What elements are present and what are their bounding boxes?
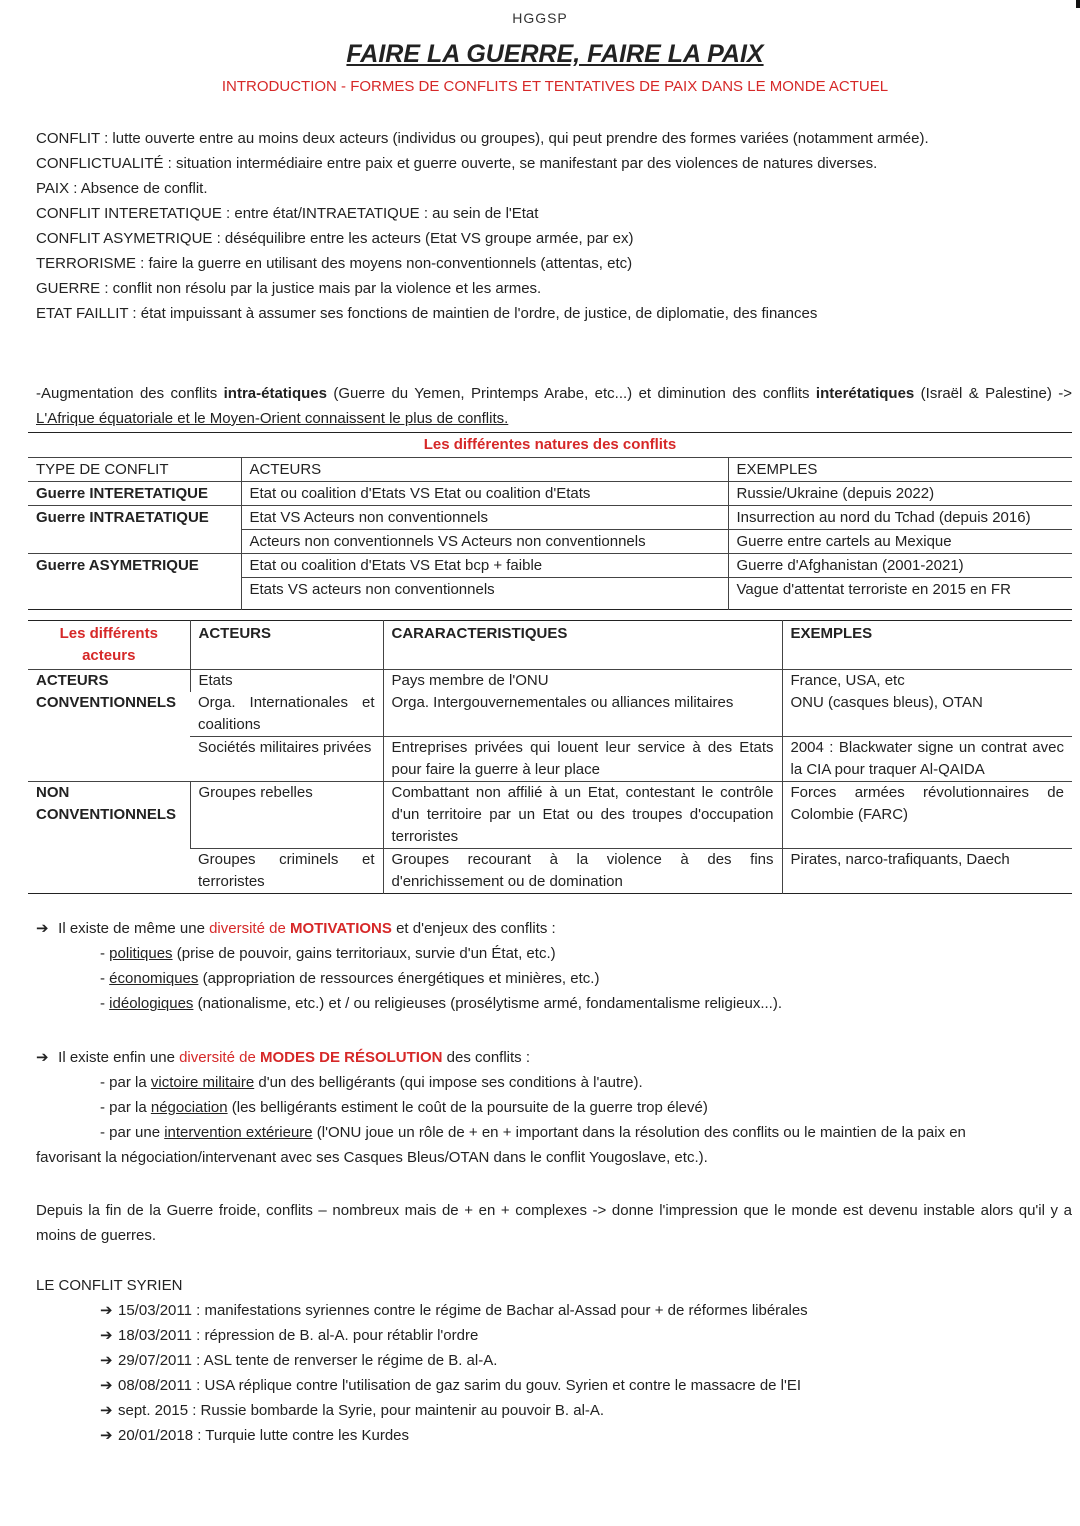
list-item-keyword: idéologiques — [109, 995, 194, 1012]
timeline-event — [36, 1298, 1076, 1323]
header-cell: ACTEURS — [241, 458, 728, 482]
table-cell: Etat VS Acteurs non conventionnels — [241, 506, 728, 530]
table-cell: Etats VS acteurs non conventionnels — [241, 578, 728, 602]
intro-text: -Augmentation des conflits — [36, 385, 224, 402]
table-cell: Groupes criminels et terroristes — [190, 849, 383, 894]
table-cell: Acteurs non conventionnels VS Acteurs non conventionnels — [241, 530, 728, 554]
intro-text: (Israël & Palestine) -> — [914, 385, 1072, 402]
table-cell: Orga. Internationales et coalitions — [198, 694, 375, 733]
table-row — [28, 506, 1072, 530]
table-header-row — [28, 458, 1072, 482]
list-item-text: (les belligérants estiment le coût de la poursuite de la guerre trop élevé) — [227, 1099, 708, 1116]
timeline-event — [36, 1398, 1076, 1423]
section-text: Il existe de même une — [54, 920, 210, 937]
list-item-text: (nationalisme, etc.) et / ou religieuses (prosélytisme armé, fondamentalisme religieux...). — [193, 995, 782, 1012]
actors-table — [28, 620, 1072, 894]
timeline-event — [36, 1373, 1076, 1398]
table-row — [28, 578, 1072, 602]
table-cell: Groupes recourant à la violence à des fins d'enrichissement ou de domination — [383, 849, 782, 894]
list-item-prefix: - par la — [100, 1099, 151, 1116]
timeline-event — [36, 1348, 1076, 1373]
table-cell: Groupes rebelles — [190, 782, 383, 849]
table-row — [28, 530, 1072, 554]
table-cell: Guerre ASYMETRIQUE — [28, 554, 241, 578]
definition: CONFLIT ASYMETRIQUE : déséquilibre entre les acteurs (Etat VS groupe armée, par ex) — [36, 230, 634, 247]
event-text: 08/08/2011 : USA réplique contre l'utilisation de gaz sarim du gouv. Syrien et contre le massacre de l'EI — [118, 1377, 802, 1394]
subject-label: HGGSP — [512, 10, 568, 26]
table-cell: Guerre INTRAETATIQUE — [28, 506, 241, 530]
section-keyword: MODES DE RÉSOLUTION — [259, 1049, 443, 1066]
table-cell: Orga. Intergouvernementales ou alliances militaires — [383, 692, 782, 737]
arrow-icon: ➔ — [36, 920, 49, 937]
event-text: 18/03/2011 : répression de B. al-A. pour rétablir l'ordre — [118, 1327, 479, 1344]
intro-paragraph — [36, 381, 1072, 431]
syrian-conflict-section — [36, 1273, 1076, 1448]
table-row — [28, 554, 1072, 578]
table-cell: Guerre d'Afghanistan (2001-2021) — [728, 554, 1072, 578]
section-text: et d'enjeux des conflits : — [391, 920, 556, 937]
list-item: - économiques (appropriation de ressources énergétiques et minières, etc.) — [100, 970, 600, 987]
arrow-icon: ➔ — [100, 1352, 113, 1369]
event-text: sept. 2015 : Russie bombarde la Syrie, pour maintenir au pouvoir B. al-A. — [118, 1402, 605, 1419]
timeline-event — [36, 1323, 1076, 1348]
table-cell — [28, 530, 241, 554]
definition: CONFLICTUALITÉ : situation intermédiaire entre paix et guerre ouverte, se manifestant par des violences de natures diverses. — [36, 155, 878, 172]
event-text: 29/07/2011 : ASL tente de renverser le régime de B. al-A. — [118, 1352, 498, 1369]
group-label: ACTEURS CONVENTIONNELS — [28, 670, 190, 782]
intro-bold: intra-étatiques — [223, 385, 327, 402]
list-item-keyword: économiques — [109, 970, 199, 987]
header-cell: EXEMPLES — [782, 621, 1072, 670]
header-cell: Les différents acteurs — [59, 625, 158, 664]
table-cell: Etats — [190, 670, 383, 693]
page-subtitle: INTRODUCTION - FORMES DE CONFLITS ET TENTATIVES DE PAIX DANS LE MONDE ACTUEL — [221, 78, 889, 95]
definitions-list — [36, 126, 1066, 326]
table-cell: Combattant non affilié à un Etat, contestant le contrôle d'un territoire par un Etat ou des troupes d'occupation terroristes — [383, 782, 782, 849]
table-caption: Les différentes natures des conflits — [28, 432, 1072, 457]
table-cell: Etat ou coalition d'Etats VS Etat ou coalition d'Etats — [241, 482, 728, 506]
list-item-continuation: favorisant la négociation/intervenant avec ses Casques Bleus/OTAN dans le conflit Yougoslave, etc.). — [36, 1149, 708, 1166]
table-cell: Pirates, narco-trafiquants, Daech — [782, 849, 1072, 894]
definition: GUERRE : conflit non résolu par la justice mais par la violence et les armes. — [36, 280, 542, 297]
table-row — [28, 670, 1072, 693]
header-cell: ACTEURS — [190, 621, 383, 670]
intro-underlined: L'Afrique équatoriale et le Moyen-Orient connaissent le plus de conflits. — [36, 410, 509, 427]
definition: CONFLIT : lutte ouverte entre au moins deux acteurs (individus ou groupes), qui peut prendre des formes variées (notamment armée). — [36, 130, 929, 147]
table-cell — [28, 578, 241, 602]
conclusion-paragraph — [36, 1198, 1072, 1248]
list-item: - politiques (prise de pouvoir, gains territoriaux, survie d'un État, etc.) — [100, 945, 556, 962]
page-title: FAIRE LA GUERRE, FAIRE LA PAIX — [346, 40, 764, 68]
table-cell: France, USA, etc — [782, 670, 1072, 693]
table-cell: Sociétés militaires privées — [190, 737, 383, 782]
list-item-text: (prise de pouvoir, gains territoriaux, survie d'un État, etc.) — [172, 945, 556, 962]
list-item — [36, 1070, 1076, 1095]
list-item-keyword: politiques — [109, 945, 173, 962]
table-cell: Vague d'attentat terroriste en 2015 en FR — [728, 578, 1072, 602]
intro-text: (Guerre du Yemen, Printemps Arabe, etc...) et diminution des conflits — [326, 385, 816, 402]
table-cell: Guerre INTERETATIQUE — [28, 482, 241, 506]
list-item-keyword: victoire militaire — [150, 1074, 255, 1091]
motivations-section — [36, 916, 1076, 1016]
group-label: NON CONVENTIONNELS — [28, 782, 190, 894]
table-spacer-row — [28, 601, 1072, 610]
header-cell: EXEMPLES — [728, 458, 1072, 482]
table-header-row — [28, 621, 1072, 670]
conflict-natures-table — [28, 432, 1072, 610]
conclusion-text: Depuis la fin de la Guerre froide, conflits – nombreux mais de + en + complexes -> donne l'impression que le monde est devenu instable alors qu'il y a moins de guerres. — [36, 1202, 1072, 1244]
arrow-icon: ➔ — [100, 1327, 113, 1344]
table-row — [28, 782, 1072, 849]
arrow-icon: ➔ — [100, 1427, 113, 1444]
definition: TERRORISME : faire la guerre en utilisant des moyens non-conventionnels (attentas, etc) — [36, 255, 633, 272]
intro-bold: interétatiques — [815, 385, 915, 402]
table-cell: Etat ou coalition d'Etats VS Etat bcp + faible — [241, 554, 728, 578]
table-row — [28, 482, 1072, 506]
arrow-icon: ➔ — [100, 1402, 113, 1419]
definition: CONFLIT INTERETATIQUE : entre état/INTRAETATIQUE : au sein de l'Etat — [36, 205, 539, 222]
table-cell: Insurrection au nord du Tchad (depuis 2016) — [728, 506, 1072, 530]
table-cell: 2004 : Blackwater signe un contrat avec la CIA pour traquer Al-QAIDA — [782, 737, 1072, 782]
list-item: - idéologiques (nationalisme, etc.) et / ou religieuses (prosélytisme armé, fondamentalisme religieux...). — [100, 995, 782, 1012]
list-item-keyword: négociation — [150, 1099, 228, 1116]
header-cell: TYPE DE CONFLIT — [28, 458, 241, 482]
scan-edge-mark — [1076, 0, 1080, 8]
list-item-prefix: - par une — [100, 1124, 165, 1141]
section-highlight: diversité de — [179, 1049, 260, 1066]
list-item — [36, 1095, 1076, 1120]
arrow-icon: ➔ — [100, 1377, 113, 1394]
section-text: Il existe enfin une — [54, 1049, 180, 1066]
section-text: des conflits : — [442, 1049, 531, 1066]
resolution-section — [36, 1045, 1076, 1170]
event-text: 20/01/2018 : Turquie lutte contre les Kurdes — [118, 1427, 410, 1444]
table-cell: Pays membre de l'ONU — [383, 670, 782, 693]
table-cell: Russie/Ukraine (depuis 2022) — [728, 482, 1072, 506]
list-item-text: (appropriation de ressources énergétiques et minières, etc.) — [198, 970, 600, 987]
header-cell: CARARACTERISTIQUES — [383, 621, 782, 670]
section-keyword: MOTIVATIONS — [289, 920, 392, 937]
list-item-text: d'un des belligérants (qui impose ses conditions à l'autre). — [254, 1074, 643, 1091]
table-cell: Forces armées révolutionnaires de Colombie (FARC) — [782, 782, 1072, 849]
table-cell: Entreprises privées qui louent leur service à des Etats pour faire la guerre à leur place — [383, 737, 782, 782]
timeline-event — [36, 1423, 1076, 1448]
list-item-text: (l'ONU joue un rôle de + en + important dans la résolution des conflits ou le maintien de la paix en — [312, 1124, 966, 1141]
list-item — [36, 1120, 1076, 1145]
list-item-prefix: - par la — [100, 1074, 151, 1091]
event-text: 15/03/2011 : manifestations syriennes contre le régime de Bachar al-Assad pour + de réformes libérales — [118, 1302, 808, 1319]
section-title: LE CONFLIT SYRIEN — [36, 1277, 183, 1294]
definition: ETAT FAILLIT : état impuissant à assumer ses fonctions de maintien de l'ordre, de justice, de diplomatie, des finances — [36, 305, 818, 322]
arrow-icon: ➔ — [36, 1049, 49, 1066]
section-highlight: diversité de — [209, 920, 290, 937]
table-cell: Guerre entre cartels au Mexique — [728, 530, 1072, 554]
definition: PAIX : Absence de conflit. — [36, 180, 208, 197]
table-cell: ONU (casques bleus), OTAN — [782, 692, 1072, 737]
arrow-icon: ➔ — [100, 1302, 113, 1319]
list-item-keyword: intervention extérieure — [164, 1124, 313, 1141]
